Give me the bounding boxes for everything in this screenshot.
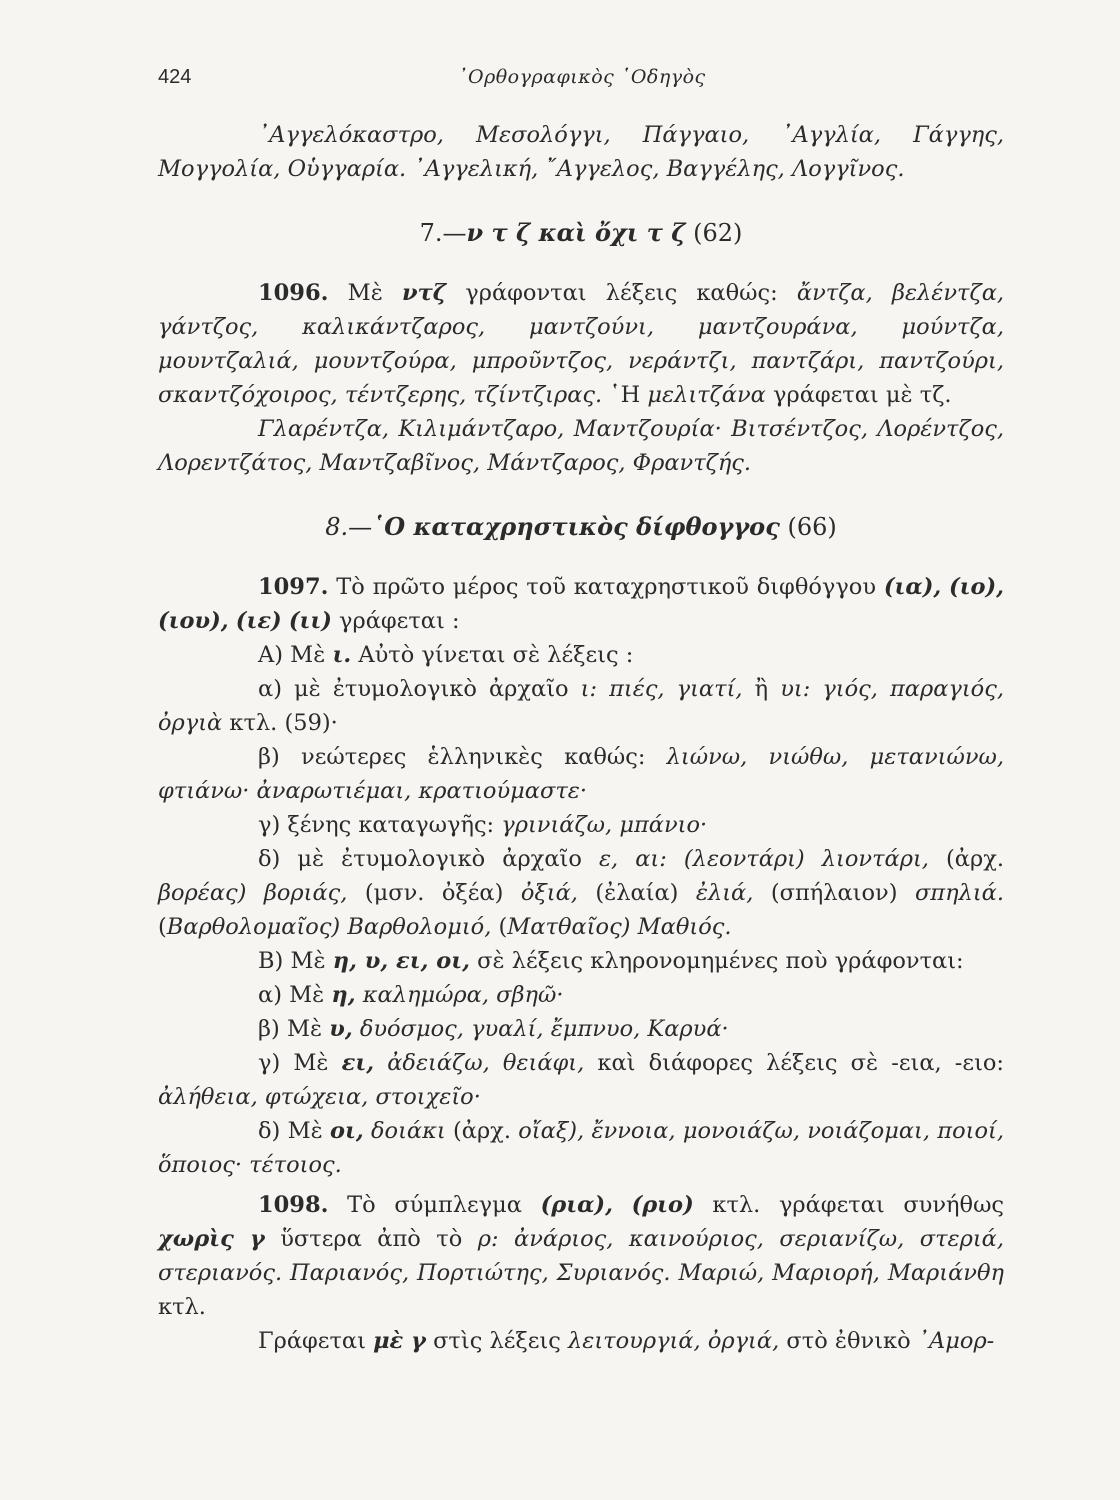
text: γράφεται μὲ τζ.	[773, 382, 952, 408]
emphasis: ει,	[341, 1050, 375, 1076]
paragraph-B	[158, 944, 1004, 978]
example-words: ἄντζα, βελέντζα, γάντζος, καλικάντζαρος, μαντζούνι, μαντζουράνα, μούντζα, μουντζαλιά, μουντζούρα, μπροῦντζος, νεράντζι, παντζάρι, παντζούρι, σκαντζόχοιρος, τέντζερης, τζίντζιρας.	[158, 280, 1005, 408]
example: υι:	[780, 676, 811, 702]
paragraph-A-b	[158, 740, 1004, 808]
paragraph-1098	[158, 1188, 1004, 1324]
paragraph-B-d	[158, 1114, 1004, 1182]
example: βορέας) βοριάς,	[158, 880, 348, 906]
page-body	[158, 118, 1004, 1358]
example-word: μελιτζάνα	[647, 382, 766, 408]
text: Μὲ	[347, 280, 383, 306]
section-heading-7	[158, 216, 1004, 250]
example: ρ:	[477, 1226, 499, 1252]
emphasis: (ιου),	[158, 608, 229, 634]
text: ἢ	[754, 676, 769, 702]
running-title: ᾿Ορθογραφικὸς ῾Οδηγὸς	[458, 66, 706, 88]
text: (ἀρχ.	[452, 1118, 511, 1144]
emphasis: (ια),	[883, 574, 942, 600]
paragraph-A-d	[158, 842, 1004, 944]
emphasis: μὲ γ	[373, 1328, 426, 1354]
example: ε, αι:	[598, 846, 667, 872]
text: στὶς λέξεις	[433, 1328, 561, 1354]
example: καλημώρα, σβηῶ·	[362, 982, 564, 1008]
text: (ἀρχ.	[946, 846, 1004, 872]
text: Α) Μὲ	[258, 642, 326, 668]
text: κτλ. γράφεται συνήθως	[712, 1192, 1005, 1218]
text: στὸ ἐθνικὸ	[786, 1328, 911, 1354]
paragraph-1096-names: Γλαρέντζα, Κιλιμάντζαρο, Μαντζουρία· Βιτσέντζος, Λορέντζος, Λορεντζάτος, Μαντζαβῖνος, Μάντζαρος, Φραντζής.	[158, 416, 1004, 476]
text: Τὸ πρῶτο μέρος τοῦ καταχρηστικοῦ διφθόγγου	[336, 574, 877, 600]
paragraph-1096	[158, 276, 1004, 412]
text: δ) Μὲ	[258, 1118, 323, 1144]
page-header	[158, 62, 998, 102]
section-title: ῾Ο καταχρηστικὸς δίφθογγος	[372, 512, 780, 541]
example: Ματθαῖος) Μαθιός.	[507, 914, 732, 940]
example: ι:	[580, 676, 598, 702]
emphasis: (ιι)	[288, 608, 332, 634]
emphasis: (ιε)	[235, 608, 282, 634]
page-number: 424	[158, 66, 192, 88]
text: Τὸ σύμπλεγμα	[347, 1192, 522, 1218]
text: (	[498, 914, 508, 940]
paragraph-B-b	[158, 1012, 1004, 1046]
text: Γράφεται	[258, 1328, 366, 1354]
section-heading-8	[158, 510, 1004, 544]
section-number: 7.—	[419, 219, 467, 247]
paragraph-number: 1097.	[258, 574, 329, 600]
example: οἴαξ),	[518, 1118, 585, 1144]
example: ἀλήθεια, φτώχεια, στοιχεῖο·	[158, 1084, 481, 1110]
emphasis: χωρὶς γ	[158, 1226, 265, 1252]
paragraph-A-c	[158, 808, 1004, 842]
text: κτλ. (59)·	[229, 710, 338, 736]
text: δ) μὲ ἐτυμολογικὸ ἀρχαῖο	[258, 846, 582, 872]
emphasis: η,	[331, 982, 356, 1008]
text: Αὐτὸ γίνεται σὲ λέξεις :	[358, 642, 634, 668]
paragraph-number: 1098.	[258, 1192, 329, 1218]
example: Βαρθολομαῖος) Βαρθολομιό,	[166, 914, 492, 940]
text: καὶ διάφορες λέξεις σὲ -εια, -ειο:	[597, 1050, 1005, 1076]
emphasis: η, υ, ει, οι,	[332, 948, 470, 974]
example: ὀξιά,	[520, 880, 578, 906]
text: Β) Μὲ	[258, 948, 326, 974]
text: β) Μὲ	[258, 1016, 323, 1042]
example: ᾿Αμορ-	[917, 1328, 995, 1354]
paragraph-A-a	[158, 672, 1004, 740]
emphasis: υ,	[329, 1016, 353, 1042]
section-number: 8.—	[325, 513, 373, 541]
example: ἀνάριος, καινούριος, σεριανίζω, στεριά, στεριανός. Παριανός, Πορτιώτης, Συριανός. Μαριώ, Μαριορή, Μαριάνθη	[158, 1226, 1004, 1286]
text: γράφονται λέξεις καθώς:	[465, 280, 778, 306]
text: α) μὲ ἐτυμολογικὸ ἀρχαῖο	[258, 676, 569, 702]
example: (λεοντάρι) λιοντάρι,	[683, 846, 929, 872]
text: (μσν. ὀξέα)	[364, 880, 504, 906]
paragraph-last	[158, 1324, 1004, 1358]
text: (	[158, 914, 167, 940]
emphasis: ντζ	[402, 280, 447, 306]
emphasis: (ρια),	[540, 1192, 613, 1218]
example: σπηλιά.	[914, 880, 1004, 906]
example: γρινιάζω, μπάνιο·	[501, 812, 708, 838]
text: γ) Μὲ	[258, 1050, 329, 1076]
emphasis: (ριο)	[631, 1192, 694, 1218]
emphasis: ι.	[332, 642, 352, 668]
text: γ) ξένης καταγωγῆς:	[258, 812, 495, 838]
example: ἀδειάζω, θειάφι,	[387, 1050, 585, 1076]
example: γιός, παραγιός, ὀργιὰ	[158, 676, 1004, 736]
text: γράφεται :	[339, 608, 460, 634]
paragraph-number: 1096.	[258, 280, 329, 306]
section-ref: (66)	[787, 513, 837, 541]
section-title: ν τ ζ καὶ ὄχι τ ζ	[466, 218, 686, 247]
example: λειτουργιά, ὀργιά,	[568, 1328, 780, 1354]
emphasis: οι,	[330, 1118, 364, 1144]
paragraph-B-a	[158, 978, 1004, 1012]
text: κτλ.	[158, 1294, 206, 1320]
paragraph-A	[158, 638, 1004, 672]
text: β) νεώτερες ἑλληνικὲς καθώς:	[258, 744, 646, 770]
emphasis: (ιο),	[948, 574, 1005, 600]
text: α) Μὲ	[258, 982, 325, 1008]
example: δυόσμος, γυαλί, ἔμπνυο, Καρυά·	[359, 1016, 729, 1042]
text: (σπήλαιον)	[770, 880, 898, 906]
example: ἔννοια, μονοιάζω, νοιάζομαι, ποιοί, ὅποιος· τέτοιος.	[158, 1118, 1004, 1178]
paragraph-intro: ᾿Αγγελόκαστρο, Μεσολόγγι, Πάγγαιο, ᾿Αγγλία, Γάγγης, Μογγολία, Οὑγγαρία. ᾿Αγγελική, ῎Αγγελος, Βαγγέλης, Λογγῖνος.	[158, 122, 1004, 182]
text: σὲ λέξεις κληρονομημένες ποὺ γράφονται:	[477, 948, 964, 974]
example: λιώνω, νιώθω, μετανιώνω, φτιάνω· ἀναρωτιέμαι, κρατιούμαστε·	[158, 744, 1005, 804]
section-ref: (62)	[693, 219, 743, 247]
text: (ἐλαία)	[595, 880, 679, 906]
example: δοιάκι	[371, 1118, 446, 1144]
text: ῾Η	[609, 382, 641, 408]
example: ἐλιά,	[695, 880, 754, 906]
paragraph-1097	[158, 570, 1004, 638]
paragraph-B-c	[158, 1046, 1004, 1114]
text: ὕστερα ἀπὸ τὸ	[280, 1226, 463, 1252]
example: πιές, γιατί,	[609, 676, 743, 702]
